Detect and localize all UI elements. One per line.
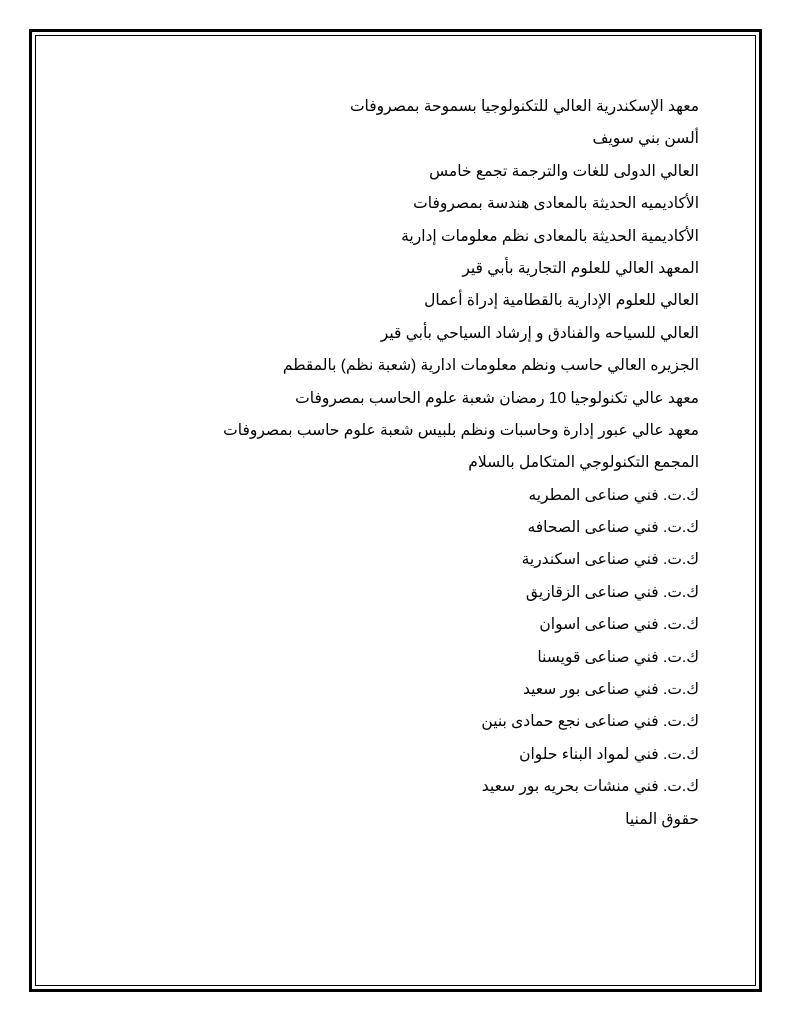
list-item: ألسن بني سويف (592, 130, 699, 148)
list-item: الأكاديميه الحديثة بالمعادى هندسة بمصروفات (413, 195, 699, 213)
list-item: المجمع التكنولوجي المتكامل بالسلام (468, 454, 699, 472)
institute-list (59, 91, 699, 836)
list-item: العالي الدولى للغات والترجمة تجمع خامس (429, 162, 699, 180)
list-item: ك.ت. فني صناعى الزقازيق (525, 583, 699, 601)
list-item: ك.ت. فني صناعى اسوان (539, 616, 699, 634)
list-item: المعهد العالي للعلوم التجارية بأبي قير (462, 259, 699, 277)
list-item: العالي للسياحه والفنادق و إرشاد السياحي بأبي قير (380, 324, 699, 342)
list-item: الأكاديمية الحديثة بالمعادى نظم معلومات إدارية (401, 227, 699, 245)
list-item: العالي للعلوم الإدارية بالقطامية إدراة أعمال (424, 292, 699, 310)
list-item: ك.ت. فني صناعى المطريه (528, 486, 699, 504)
list-item: ك.ت. فني منشات بحريه بور سعيد (481, 778, 699, 796)
list-item: ك.ت. فني صناعى نجع حمادى بنين (481, 713, 699, 731)
list-item: ك.ت. فني صناعى بور سعيد (522, 681, 699, 699)
list-item: حقوق المنيا (625, 810, 699, 828)
list-item: الجزيره العالي حاسب ونظم معلومات ادارية (شعبة نظم) بالمقطم (282, 357, 699, 375)
list-item: ك.ت. فني لمواد البناء حلوان (519, 745, 699, 763)
list-item: ك.ت. فني صناعى قويسنا (537, 648, 699, 666)
list-item: معهد عالي تكنولوجيا 10 رمضان شعبة علوم الحاسب بمصروفات (295, 389, 699, 407)
list-item: معهد عالي عبور إدارة وحاسبات ونظم بلبيس شعبة علوم حاسب بمصروفات (223, 421, 699, 439)
list-item: معهد الإسكندرية العالي للتكنولوجيا بسموحة بمصروفات (349, 98, 699, 115)
list-item: ك.ت. فني صناعى اسكندرية (521, 551, 699, 569)
list-item: ك.ت. فني صناعى الصحافه (527, 519, 699, 537)
